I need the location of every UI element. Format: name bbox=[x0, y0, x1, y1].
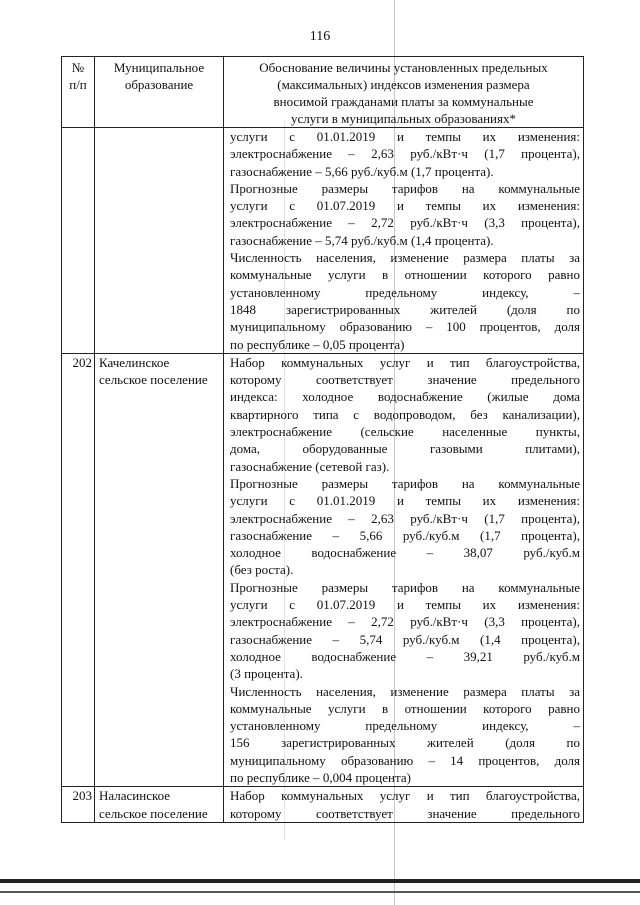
text-line: 1848 зарегистрированных жителей (доля по bbox=[230, 301, 580, 317]
text-line: 156 зарегистрированных жителей (доля по bbox=[230, 735, 580, 751]
text-line: установленному предельному индексу, – bbox=[230, 718, 580, 734]
text-line: электроснабжение – 2,72 руб./кВт·ч (3,3 процента), bbox=[230, 614, 580, 630]
header-justification-line: услуги в муниципальных образованиях* bbox=[290, 111, 516, 126]
text-line: Набор коммунальных услуг и тип благоустройства, bbox=[230, 354, 580, 370]
row-municipality bbox=[95, 353, 224, 786]
text-line: индекса: холодное водоснабжение (жилые дома bbox=[230, 389, 580, 405]
text-line: электроснабжение – 2,72 руб./кВт·ч (3,3 процента), bbox=[230, 215, 580, 231]
text-line: электроснабжение – 2,63 руб./кВт·ч (1,7 процента), bbox=[230, 510, 580, 526]
text-line: Набор коммунальных услуг и тип благоустройства, bbox=[230, 788, 580, 804]
municipality-name-line: сельское поселение bbox=[99, 372, 208, 388]
row-number: 203 bbox=[62, 787, 95, 823]
scan-fold-line bbox=[394, 0, 395, 905]
text-line: электроснабжение (сельские населенные пункты, bbox=[230, 424, 580, 440]
text-line: коммунальные услуги в отношении которого равно bbox=[230, 700, 580, 716]
text-line: услуги с 01.01.2019 и темпы их изменения: bbox=[230, 129, 580, 144]
text-line: Численность населения, изменение размера платы за bbox=[230, 683, 580, 699]
table-header-row bbox=[62, 57, 584, 128]
text-line: Прогнозные размеры тарифов на коммунальные bbox=[230, 475, 580, 491]
text-line: услуги с 01.01.2019 и темпы их изменения: bbox=[230, 493, 580, 509]
header-justification-line: (максимальных) индексов изменения размера bbox=[277, 77, 530, 92]
text-line: (3 процента). bbox=[230, 666, 303, 682]
text-line: газоснабжение – 5,66 руб./куб.м (1,7 процента), bbox=[230, 527, 580, 543]
text-line: электроснабжение – 2,63 руб./кВт·ч (1,7 процента), bbox=[230, 146, 580, 162]
text-line: Прогнозные размеры тарифов на коммунальные bbox=[230, 579, 580, 595]
text-line: которому соответствует значение предельного bbox=[230, 805, 580, 821]
row-municipality bbox=[95, 787, 224, 823]
text-line: коммунальные услуги в отношении которого равно bbox=[230, 267, 580, 283]
text-line: по республике – 0,004 процента) bbox=[230, 769, 411, 785]
table-row bbox=[62, 128, 584, 354]
header-municipality-line: образование bbox=[124, 77, 194, 93]
header-municipality-column bbox=[95, 57, 224, 128]
text-line: установленному предельному индексу, – bbox=[230, 284, 580, 300]
text-line: газоснабжение (сетевой газ). bbox=[230, 458, 390, 474]
text-line: холодное водоснабжение – 39,21 руб./куб.м bbox=[230, 648, 580, 664]
row-justification bbox=[224, 787, 584, 823]
scan-edge-bar bbox=[0, 891, 640, 893]
header-justification-line: вносимой гражданами платы за коммунальные bbox=[273, 94, 534, 109]
row-justification bbox=[224, 128, 584, 354]
header-justification-column bbox=[224, 57, 584, 128]
row-number: 202 bbox=[62, 353, 95, 786]
text-line: муниципальному образованию – 14 процентов, доля bbox=[230, 752, 580, 768]
header-municipality-line: Муниципальное bbox=[113, 60, 205, 75]
text-line: услуги с 01.07.2019 и темпы их изменения: bbox=[230, 198, 580, 214]
row-justification bbox=[224, 353, 584, 786]
table-row bbox=[62, 353, 584, 786]
text-line: газоснабжение – 5,66 руб./куб.м (1,7 процента). bbox=[230, 163, 494, 179]
scan-edge-bar bbox=[0, 879, 640, 883]
header-number-column bbox=[62, 57, 95, 128]
municipality-name-line: Наласинское bbox=[99, 788, 171, 804]
text-line: муниципальному образованию – 100 процентов, доля bbox=[230, 319, 580, 335]
tariff-table bbox=[61, 56, 584, 823]
text-line: газоснабжение – 5,74 руб./куб.м (1,4 процента). bbox=[230, 232, 494, 248]
municipality-name-line: сельское поселение bbox=[99, 805, 208, 821]
text-line: квартирного типа с водопроводом, без канализации), bbox=[230, 406, 580, 422]
table-row bbox=[62, 787, 584, 823]
text-line: (без роста). bbox=[230, 562, 294, 578]
header-number-line: № bbox=[71, 60, 85, 75]
scan-fold-line bbox=[284, 120, 285, 840]
row-number bbox=[62, 128, 95, 354]
text-line: холодное водоснабжение – 38,07 руб./куб.м bbox=[230, 545, 580, 561]
municipality-name-line: Качелинское bbox=[99, 354, 170, 370]
text-line: Численность населения, изменение размера платы за bbox=[230, 250, 580, 266]
text-line: по республике – 0,05 процента) bbox=[230, 336, 405, 352]
header-number-line: п/п bbox=[69, 77, 87, 93]
page-number: 116 bbox=[309, 29, 331, 44]
text-line: газоснабжение – 5,74 руб./куб.м (1,4 процента), bbox=[230, 631, 580, 647]
row-municipality bbox=[95, 128, 224, 354]
text-line: Прогнозные размеры тарифов на коммунальные bbox=[230, 180, 580, 196]
text-line: которому соответствует значение предельного bbox=[230, 372, 580, 388]
text-line: дома, оборудованные газовыми плитами), bbox=[230, 441, 580, 457]
header-justification-line: Обоснование величины установленных предельных bbox=[259, 60, 548, 75]
text-line: услуги с 01.07.2019 и темпы их изменения: bbox=[230, 597, 580, 613]
